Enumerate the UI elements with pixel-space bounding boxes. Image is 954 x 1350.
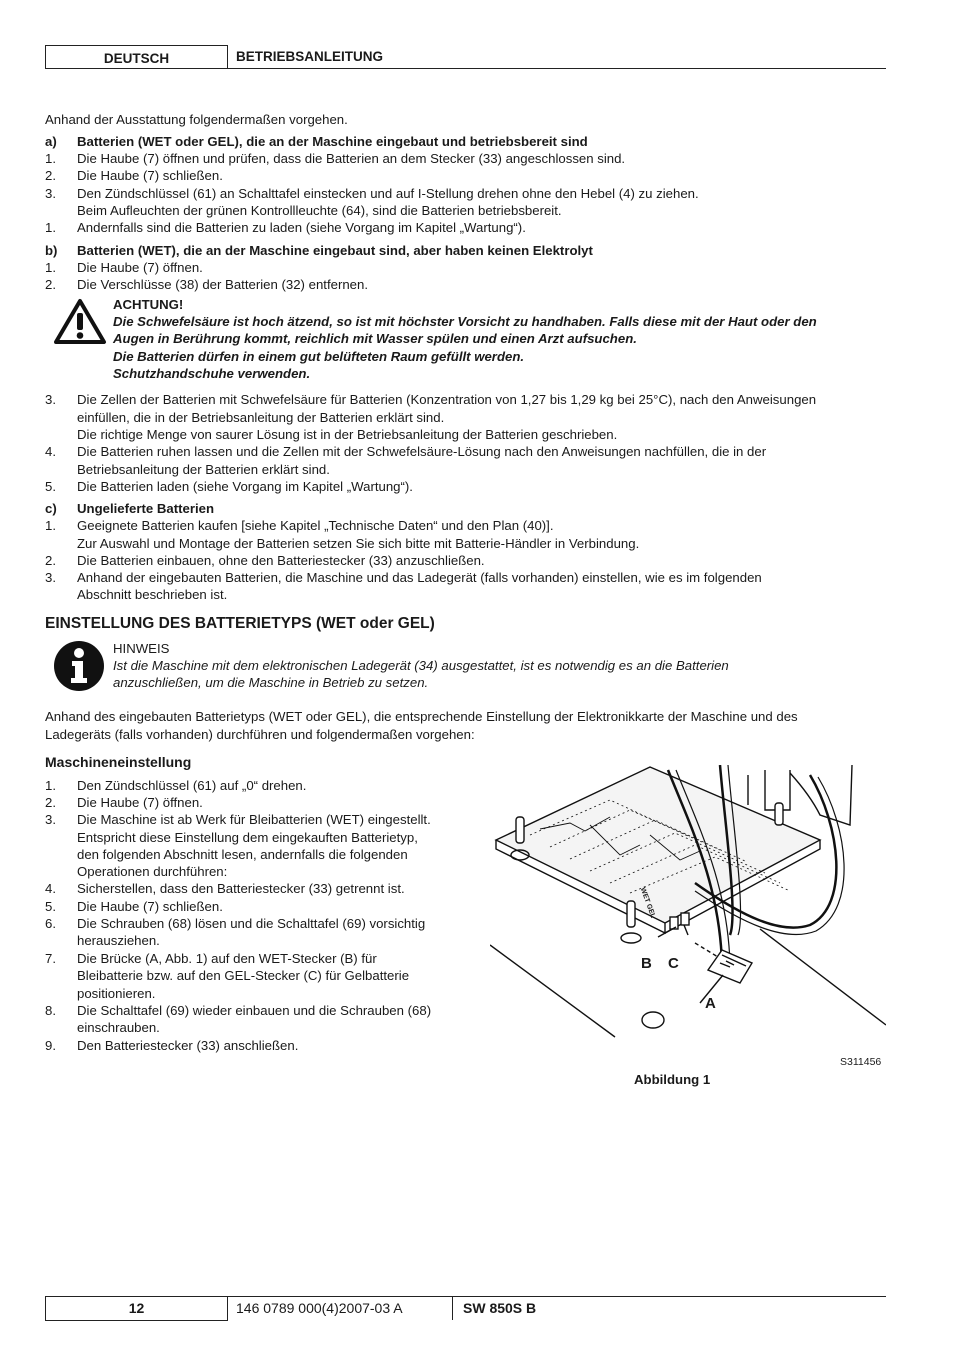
list-number: 3. [45, 186, 56, 201]
note-title: HINWEIS [113, 641, 170, 656]
section-b-heading: Batterien (WET), die an der Maschine eingebaut sind, aber haben keinen Elektrolyt [77, 243, 593, 258]
page-footer [45, 1296, 886, 1321]
list-item: Andernfalls sind die Batterien zu laden (siehe Vorgang im Kapitel „Wartung“). [77, 220, 526, 235]
label-c: C [668, 955, 679, 972]
list-item: Die Batterien laden (siehe Vorgang im Kapitel „Wartung“). [77, 479, 413, 494]
section-c-heading: Ungelieferte Batterien [77, 501, 215, 516]
page-header [45, 45, 886, 69]
list-number: 3. [45, 812, 56, 827]
list-item: Betriebsanleitung der Batterien erklärt sind. [77, 462, 330, 477]
section-a-heading: Batterien (WET oder GEL), die an der Maschine eingebaut und betriebsbereit sind [77, 134, 588, 149]
list-item: Den Zündschlüssel (61) auf „0“ drehen. [77, 778, 307, 793]
manual-title: BETRIEBSANLEITUNG [236, 49, 384, 64]
list-item: Die Haube (7) öffnen. [77, 795, 203, 810]
footer-divider [452, 1297, 453, 1320]
list-number: 2. [45, 553, 56, 568]
language-label: DEUTSCH [45, 45, 228, 68]
list-item: positionieren. [77, 986, 156, 1001]
board-wet-gel-marking: WET GEL [638, 886, 657, 920]
section-c-marker: c) [45, 501, 57, 516]
section-a-marker: a) [45, 134, 57, 149]
warning-line: Augen in Berührung kommt, reichlich mit Wasser spülen und einen Arzt aufsuchen. [113, 331, 637, 346]
intro-text: Anhand der Ausstattung folgendermaßen vorgehen. [45, 112, 348, 127]
body-paragraph-line: Ladegeräts (falls vorhanden) durchführen und folgendermaßen vorgehen: [45, 727, 475, 742]
warning-triangle-icon [53, 298, 107, 346]
list-item: Die Haube (7) öffnen. [77, 260, 203, 275]
list-item: Bleibatterie bzw. auf den GEL-Stecker (C) für Gelbatterie [77, 968, 410, 983]
list-item: Entspricht diese Einstellung dem eingekauften Batterietyp, [77, 830, 418, 845]
section-heading: EINSTELLUNG DES BATTERIETYPS (WET oder GEL) [45, 615, 435, 632]
figure-code: S311456 [840, 1056, 882, 1068]
list-number: 1. [45, 260, 56, 275]
list-item: Beim Aufleuchten der grünen Kontrollleuchte (64), sind die Batterien betriebsbereit. [77, 203, 562, 218]
list-item: Geeignete Batterien kaufen [siehe Kapitel „Technische Daten“ und den Plan (40)]. [77, 518, 554, 533]
list-number: 2. [45, 795, 56, 810]
list-item: Anhand der eingebauten Batterien, die Maschine und das Ladegerät (falls vorhanden) einstellen, wie es im folgenden [77, 570, 762, 585]
list-number: 3. [45, 392, 56, 407]
list-number: 7. [45, 951, 56, 966]
list-item: Abschnitt beschrieben ist. [77, 587, 228, 602]
list-item: Die Haube (7) schließen. [77, 168, 223, 183]
list-number: 5. [45, 899, 56, 914]
list-number: 1. [45, 220, 56, 235]
list-number: 1. [45, 778, 56, 793]
note-line: anzuschließen, um die Maschine in Betrieb zu setzen. [113, 675, 429, 690]
list-number: 4. [45, 881, 56, 896]
list-number: 1. [45, 151, 56, 166]
list-item: Die Maschine ist ab Werk für Bleibatterien (WET) eingestellt. [77, 812, 431, 827]
warning-line: Die Schwefelsäure ist hoch ätzend, so ist mit höchster Vorsicht zu handhaben. Falls diese mit der Haut oder den [113, 314, 817, 329]
list-number: 4. [45, 444, 56, 459]
body-paragraph-line: Anhand des eingebauten Batterietyps (WET oder GEL), die entsprechende Einstellung der Elektronikkarte der Maschine und des [45, 709, 798, 724]
list-item: den folgenden Abschnitt lesen, andernfalls die folgenden [77, 847, 408, 862]
list-number: 2. [45, 277, 56, 292]
figure-circuit-board-illustration [490, 765, 886, 1050]
list-number: 1. [45, 518, 56, 533]
sub-heading: Maschineneinstellung [45, 754, 192, 770]
list-item: Die richtige Menge von saurer Lösung ist in der Betriebsanleitung der Batterien geschrieben. [77, 427, 618, 442]
list-item: Die Haube (7) schließen. [77, 899, 223, 914]
list-item: Operationen durchführen: [77, 864, 228, 879]
section-b-marker: b) [45, 243, 58, 258]
list-number: 6. [45, 916, 56, 931]
list-item: Die Schrauben (68) lösen und die Schalttafel (69) vorsichtig [77, 916, 426, 931]
list-item: Sicherstellen, dass den Batteriestecker (33) getrennt ist. [77, 881, 405, 896]
warning-title: ACHTUNG! [113, 297, 184, 312]
warning-line: Die Batterien dürfen in einem gut belüfteten Raum gefüllt werden. [113, 349, 525, 364]
label-b: B [641, 955, 652, 972]
figure-caption: Abbildung 1 [634, 1072, 711, 1087]
list-item: Die Batterien einbauen, ohne den Batteriestecker (33) anzuschließen. [77, 553, 485, 568]
list-item: Die Batterien ruhen lassen und die Zellen mit der Schwefelsäure-Lösung nach den Anweisungen nachfüllen, die in der [77, 444, 767, 459]
list-item: Zur Auswahl und Montage der Batterien setzen Sie sich bitte mit Batterie-Händler in Verbindung. [77, 536, 640, 551]
label-a: A [705, 995, 716, 1012]
list-number: 5. [45, 479, 56, 494]
list-item: einschrauben. [77, 1020, 160, 1035]
list-item: Die Brücke (A, Abb. 1) auf den WET-Stecker (B) für [77, 951, 377, 966]
warning-line: Schutzhandschuhe verwenden. [113, 366, 311, 381]
list-number: 9. [45, 1038, 56, 1053]
list-item: Den Zündschlüssel (61) an Schalttafel einstecken und auf I-Stellung drehen ohne den Hebel (4) zu ziehen. [77, 186, 699, 201]
list-number: 3. [45, 570, 56, 585]
list-item: Den Batteriestecker (33) anschließen. [77, 1038, 299, 1053]
list-item: herausziehen. [77, 933, 160, 948]
info-icon [53, 640, 105, 692]
page-number: 12 [45, 1297, 228, 1321]
list-item: Die Verschlüsse (38) der Batterien (32) entfernen. [77, 277, 369, 292]
list-number: 8. [45, 1003, 56, 1018]
document-number: 146 0789 000(4)2007-03 A [236, 1300, 403, 1316]
list-item: einfüllen, die in der Betriebsanleitung der Batterien erklärt sind. [77, 410, 445, 425]
model-name: SW 850S B [463, 1300, 537, 1316]
list-item: Die Haube (7) öffnen und prüfen, dass die Batterien an dem Stecker (33) angeschlossen sind. [77, 151, 626, 166]
list-item: Die Zellen der Batterien mit Schwefelsäure für Batterien (Konzentration von 1,27 bis 1,29 kg bei 25°C), nach den Anweisungen [77, 392, 817, 407]
note-line: Ist die Maschine mit dem elektronischen Ladegerät (34) ausgestattet, ist es notwendig es an die Batterien [113, 658, 729, 673]
list-number: 2. [45, 168, 56, 183]
list-item: Die Schalttafel (69) wieder einbauen und die Schrauben (68) [77, 1003, 432, 1018]
